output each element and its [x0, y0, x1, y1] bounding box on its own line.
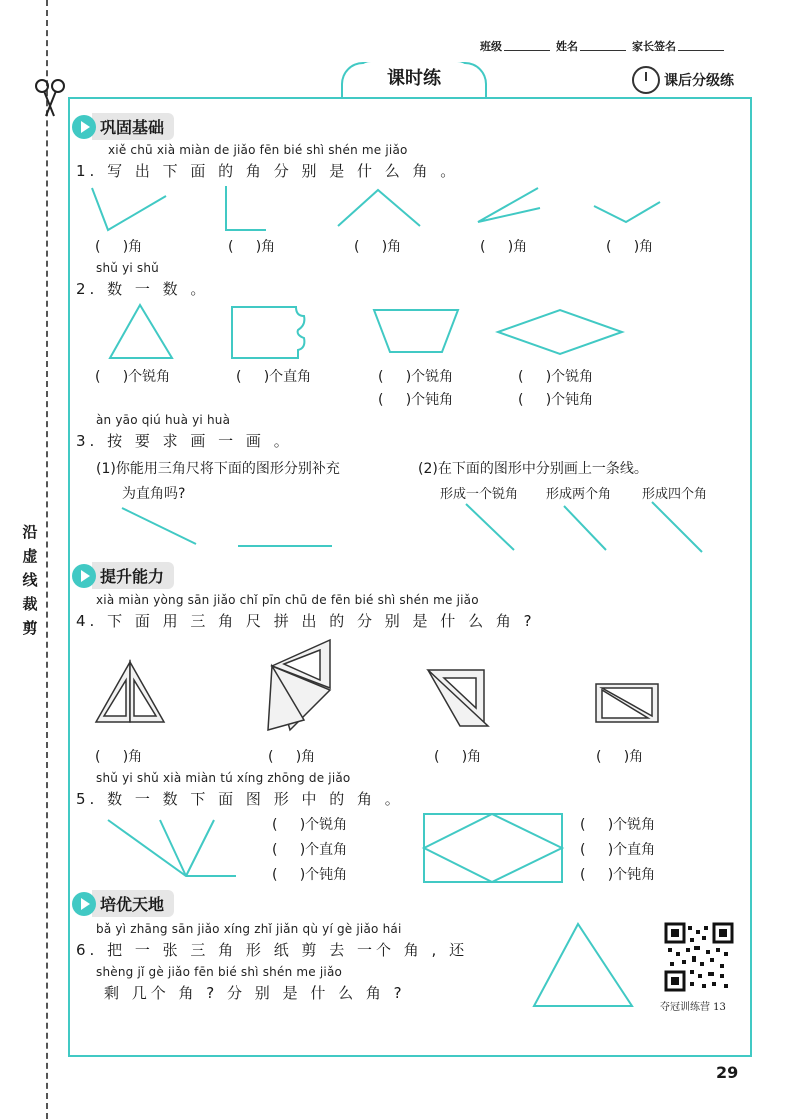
- q5-left-3[interactable]: ( )个钝角: [272, 867, 348, 883]
- class-field[interactable]: [504, 38, 550, 51]
- q3-label-3: 形成四个角: [642, 487, 708, 502]
- qr-caption: 夺冠训练营 13: [660, 1002, 726, 1013]
- q1-answer-5[interactable]: ( )角: [606, 239, 654, 255]
- q5-text: 5. 数 一 数 下 面 图 形 中 的 角 。: [76, 790, 404, 808]
- q3-text: 3. 按 要 求 画 一 画 。: [76, 432, 293, 450]
- q5-right-3[interactable]: ( )个钝角: [580, 867, 656, 883]
- section-header-advanced: 培优天地: [72, 890, 174, 917]
- q2-answer-4b[interactable]: ( )个钝角: [518, 392, 594, 408]
- q1-text: 1. 写 出 下 面 的 角 分 别 是 什 么 角 。: [76, 162, 460, 180]
- cut-instruction: 沿 虚 线 裁 剪: [22, 523, 38, 637]
- parent-signature-field[interactable]: [678, 38, 724, 51]
- q1-answer-4[interactable]: ( )角: [480, 239, 528, 255]
- cut-line: [46, 0, 48, 1119]
- q2-answer-3b[interactable]: ( )个钝角: [378, 392, 454, 408]
- q4-text: 4. 下 面 用 三 角 尺 拼 出 的 分 别 是 什 么 角 ?: [76, 612, 536, 630]
- q2-pinyin: shǔ yi shǔ: [96, 261, 159, 275]
- q4-answer-3[interactable]: ( )角: [434, 749, 482, 765]
- qr-code[interactable]: [664, 922, 734, 992]
- q2-answer-4a[interactable]: ( )个锐角: [518, 369, 594, 385]
- page-number: 29: [716, 1063, 739, 1082]
- header-fields: 班级 姓名 家长签名: [480, 38, 730, 54]
- play-icon: [72, 115, 96, 139]
- q5-pinyin: shǔ yi shǔ xià miàn tú xíng zhōng de jiǎo: [96, 771, 351, 785]
- header-right-label: 课后分级练: [664, 73, 734, 89]
- name-field[interactable]: [580, 38, 626, 51]
- q3-label-2: 形成两个角: [546, 487, 612, 502]
- q4-pinyin: xià miàn yòng sān jiǎo chǐ pīn chū de fēn bié shì shén me jiǎo: [96, 593, 479, 607]
- q1-pinyin: xiě chū xià miàn de jiǎo fēn bié shì shén me jiǎo: [108, 143, 408, 157]
- q4-answer-4[interactable]: ( )角: [596, 749, 644, 765]
- q2-text: 2. 数 一 数 。: [76, 280, 210, 298]
- q2-answer-1[interactable]: ( )个锐角: [95, 369, 171, 385]
- clock-icon: [632, 66, 660, 94]
- q5-right-2[interactable]: ( )个直角: [580, 842, 656, 858]
- page-title: 课时练: [355, 62, 473, 96]
- q1-answer-2[interactable]: ( )角: [228, 239, 276, 255]
- q3-sub2: (2)在下面的图形中分别画上一条线。: [418, 461, 648, 477]
- q3-pinyin: àn yāo qiú huà yi huà: [96, 413, 231, 427]
- q5-left-2[interactable]: ( )个直角: [272, 842, 348, 858]
- q4-answer-1[interactable]: ( )角: [95, 749, 143, 765]
- q1-answer-1[interactable]: ( )角: [95, 239, 143, 255]
- section-header-basic: 巩固基础: [72, 113, 174, 140]
- q6-line-1: 6. 把 一 张 三 角 形 纸 剪 去 一个 角 , 还: [76, 941, 469, 959]
- q5-left-1[interactable]: ( )个锐角: [272, 817, 348, 833]
- q6-line-2: 剩 几个 角 ? 分 别 是 什 么 角 ?: [104, 984, 406, 1002]
- section-header-improve: 提升能力: [72, 562, 174, 589]
- q3-sub1-line1: (1)你能用三角尺将下面的图形分别补充: [96, 461, 340, 477]
- q2-answer-3a[interactable]: ( )个锐角: [378, 369, 454, 385]
- q4-answer-2[interactable]: ( )角: [268, 749, 316, 765]
- play-icon: [72, 564, 96, 588]
- scissors-icon: [30, 70, 70, 130]
- q2-answer-2[interactable]: ( )个直角: [236, 369, 312, 385]
- q3-label-1: 形成一个锐角: [440, 487, 519, 502]
- q6-pinyin-2: shèng jǐ gè jiǎo fēn bié shì shén me jiǎo: [96, 965, 343, 979]
- q6-pinyin-1: bǎ yì zhāng sān jiǎo xíng zhǐ jiǎn qù yí gè jiǎo hái: [96, 922, 402, 936]
- q5-right-1[interactable]: ( )个锐角: [580, 817, 656, 833]
- q1-answer-3[interactable]: ( )角: [354, 239, 402, 255]
- q3-sub1-line2: 为直角吗?: [122, 486, 186, 502]
- play-icon: [72, 892, 96, 916]
